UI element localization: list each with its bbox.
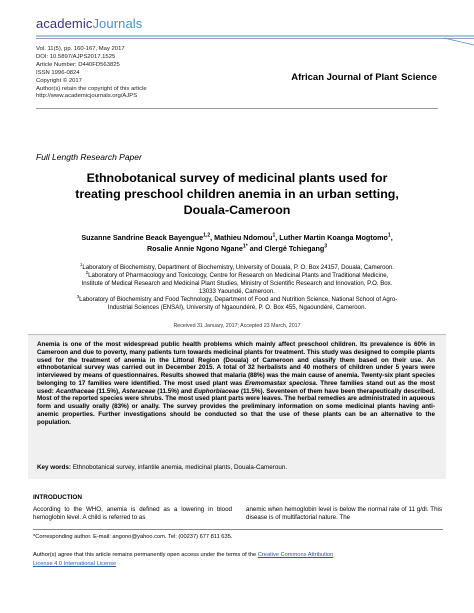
author-name: Rosalie Annie Ngono Ngane xyxy=(146,243,243,253)
author-list xyxy=(36,233,438,254)
footnote-divider xyxy=(33,529,443,530)
affiliation-line: $^1$Laboratory of Biochemistry, Department of Biochemistry, University of Douala, P. O. Box 24157, Douala, Cameroon. xyxy=(80,261,394,271)
affiliation-mark: 1 xyxy=(80,261,83,267)
meta-copyright: Copyright © 2017 xyxy=(36,77,82,84)
author-affil-mark: 1,2 xyxy=(203,232,211,239)
author-affil-mark: 1 xyxy=(387,232,391,239)
meta-rights: Author(s) retain the copyright of this article xyxy=(36,85,147,92)
title-line-1: Ethnobotanical survey of medicinal plants used for xyxy=(86,171,388,185)
logo-part-2: Journals xyxy=(92,16,143,31)
species-name: Eremomastax speciosa xyxy=(244,379,316,387)
affiliation-mark: 2 xyxy=(85,269,89,275)
header-divider xyxy=(36,108,438,109)
license-link[interactable]: License 4.0 International License xyxy=(33,561,117,567)
title-line-2: treating preschool children anemia in an urban setting, xyxy=(75,187,399,201)
corresponding-author: *Corresponding author. E-mail: angono@yahoo.com. Tel: (00237) 677 811 635. xyxy=(33,534,233,540)
journal-logo xyxy=(36,16,142,31)
section-heading-introduction: INTRODUCTION xyxy=(33,494,82,501)
affiliation-line: Industrial Sciences (ENSAI), University of Ngaoundéré, P. O. Box 455, Ngaoundéré, Cameroon. xyxy=(107,303,367,311)
family-name: Acanthaceae xyxy=(55,387,95,395)
author-separator: , xyxy=(390,233,393,242)
title-line-3: Douala-Cameroon xyxy=(183,203,291,217)
author-affil-mark: 3 xyxy=(324,243,328,250)
author-line-1 xyxy=(36,233,438,244)
paper-type: Full Length Research Paper xyxy=(36,152,142,162)
affiliation-mark: 3 xyxy=(76,293,80,299)
keywords xyxy=(37,464,287,471)
license-link[interactable]: Creative Commons Attribution xyxy=(257,552,334,558)
keywords-list: Ethnobotanical survey, infantile anemia, medicinal plants, Douala-Cameroun. xyxy=(70,464,288,471)
meta-volume: Vol. 11(5), pp. 160-167, May 2017 xyxy=(36,46,125,52)
author-affil-mark: 1 xyxy=(272,232,276,239)
journal-name: African Journal of Plant Science xyxy=(291,72,437,83)
affiliation-line: $^2$Laboratory of Pharmacology and Toxicology, Centre for Research on Medicinal Plants and Traditional Medicine, xyxy=(85,269,389,279)
affiliation-line: Institute of Medical Research and Medicinal Plant Studies, Ministry of Scientific Research and Innovation, P.O. Box. xyxy=(81,279,393,287)
meta-url[interactable]: http://www.academicjournals.org/AJPS xyxy=(36,93,138,100)
meta-doi: DOI: 10.5897/AJPS2017.1525 xyxy=(36,53,116,60)
author-name: Suzanne Sandrine Beack Bayengue xyxy=(81,233,204,242)
author-line-2 xyxy=(36,244,438,255)
received-dates: Received 31 January, 2017; Accepted 23 March, 2017 xyxy=(173,323,301,329)
affiliation-line: 13033 Yaoundé, Cameroon. xyxy=(198,287,275,295)
keywords-label: Key words: xyxy=(37,464,71,471)
logo-part-1: academic xyxy=(36,16,93,31)
meta-issn: ISSN 1996-0824 xyxy=(36,69,80,76)
intro-right-column: anemic when hemoglobin level is below the normal rate of 11 g/dl. This disease is of multifactorial nature. The xyxy=(246,506,442,522)
article-metadata xyxy=(36,46,147,101)
author-affil-mark: 1* xyxy=(242,243,248,250)
affiliations xyxy=(36,261,438,311)
license-notice: Author(s) agree that this article remains permanently open access under the terms of the Creative Commons Attribution License 4.0 International License xyxy=(33,552,334,567)
family-name: Asteraceae xyxy=(121,387,156,395)
affiliation-line: $^3$Laboratory of Biochemistry and Food Technology, Department of Food and Nutrition Science, National School of Agro- xyxy=(76,293,398,303)
author-name: and Clergé Tchiegang xyxy=(247,243,325,253)
family-name: Euphorbiaceae xyxy=(193,387,240,395)
author-name: , Luther Martin Koanga Mogtomo xyxy=(275,233,388,242)
header-decoration xyxy=(0,33,474,47)
intro-left-column: According to the WHO, anemia is defined as a lowering in blood hemoglobin level. A child is referred to as xyxy=(33,506,232,522)
meta-article-number: Article Number: D440FD563825 xyxy=(36,61,120,68)
author-name: , Mathieu Ndomou xyxy=(210,233,273,242)
paper-title xyxy=(30,170,444,218)
abstract-text: Anemia is one of the most widespread public health problems which mainly affect preschool children. Its prevalence is 60% in Cameroon and due to poverty, many patients turn towards medicinal plants for treatment. This study was designed to compile plants used for the treatment of anemia in the Littoral Region (Douala) of Cameroon and classify them based on their use. An ethnobotanical survey was carried out in December 2015. A total of 32 herbalists and 40 mothers of children under 5 years were interviewed by means of questionnaires. Results showed that malaria (88%) was the main cause of anemia. Twenty-six plant species belonging to 17 families were identified. The most used plant was Eremomastax speciosa. Three families stand out as the most used: Acanthaceae (11.5%), Asteraceae (11.5%) and Euphorbiaceae (11.5%). Seventeen of them have been therapeutically described. Most of the reported species were shrubs. The most used plant parts were leaves. The herbal remedies are administrated in aqueous form and usually orally (83%) or anally. The survey provides the preliminary information on some medicinal plants having anti-anemic properties. Further investigations should be conducted so that the use of these plants can be an alternative to the population. xyxy=(37,341,435,426)
abstract-box xyxy=(28,334,446,479)
